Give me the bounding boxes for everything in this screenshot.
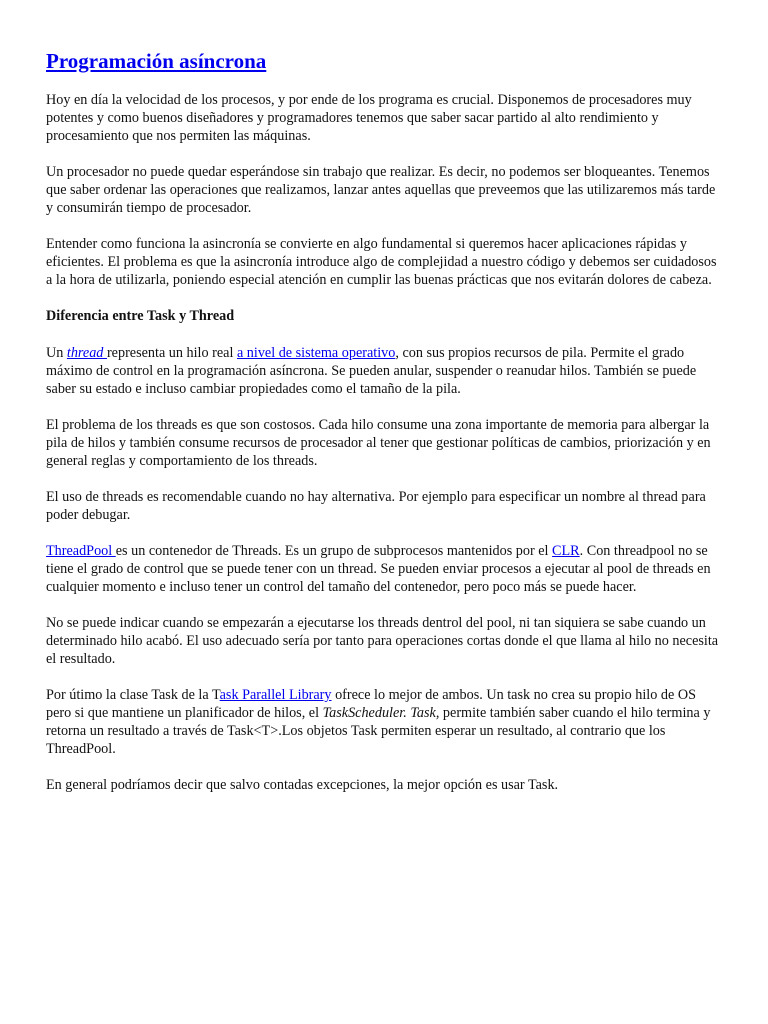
paragraph-intro: Hoy en día la velocidad de los procesos, y por ende de los programa es crucial. Disponemos de procesadores muy potentes y como buenos diseñadores y programadores tenemos que saber sacar partido al alto rendimiento y procesamiento que nos permiten las máquinas. <box>46 92 692 144</box>
paragraph-thread-cost: El problema de los threads es que son costosos. Cada hilo consume una zona importante de memoria para albergar la pila de hilos y también consume recursos de procesador al tener que gestionar políticas de cambios, priorización y en general reglas y comportamiento de los threads. <box>46 417 711 469</box>
text-span: es un contenedor de Threads. Es un grupo de subprocesos mantenidos por el <box>115 543 553 559</box>
threadpool-link[interactable]: ThreadPool <box>46 543 116 559</box>
text-span: Un <box>46 345 67 361</box>
page-title <box>46 47 722 75</box>
clr-link[interactable]: CLR <box>552 543 580 559</box>
paragraph-pool-limits: No se puede indicar cuando se empezarán a ejecutarse los threads dentrol del pool, ni tan siquiera se sabe cuando un determinado hilo acabó. El uso adecuado sería por tanto para operaciones cortas donde el que llama al hilo no necesita el resultado. <box>46 615 719 667</box>
task-parallel-library-link[interactable]: ask Parallel Library <box>219 687 332 703</box>
text-span: . Con threadpool no se tiene el grado de control que se puede tener con un thread. Se pueden enviar procesos a ejecutar al pool de threads en cualquier momento e incluso tener un control del tamaño del contenedor, pero poco más se puede hacer. <box>46 543 711 595</box>
article-body <box>46 47 722 812</box>
paragraph-threadpool <box>46 542 722 596</box>
text-span: permite también saber cuando el hilo termina y retorna un resultado a través de Task<T>.Los objetos Task permiten esperar un resultado, al contrario que los ThreadPool. <box>46 705 711 757</box>
paragraph-asynchrony: Entender como funciona la asincronía se convierte en algo fundamental si queremos hacer aplicaciones rápidas y eficientes. El problema es que la asincronía introduce algo de complejidad a nuestro código y debemos ser cuidadosos a la hora de utilizarla, poniendo especial atención en cumplir las buenas prácticas que nos evitarán dolores de cabeza. <box>46 236 717 288</box>
thread-link-text: thread <box>66 345 107 361</box>
text-span: , con sus propios recursos de pila. Permite el grado máximo de control en la programación asíncrona. Se pueden anular, suspender o reanudar hilos. También se puede saber su estado e incluso cambiar propiedades como el tamaño de la pila. <box>46 345 697 397</box>
paragraph-task <box>46 686 722 758</box>
paragraph-conclusion: En general podríamos decir que salvo contadas excepciones, la mejor opción es usar Task. <box>46 777 559 793</box>
os-level-link[interactable]: a nivel de sistema operativo <box>236 345 396 361</box>
paragraph-processor: Un procesador no puede quedar esperándose sin trabajo que realizar. Es decir, no podemos ser bloqueantes. Tenemos que saber ordenar las operaciones que realizamos, lanzar antes aquellas que preveemos que las utilizaremos más tarde y consumirán tiempo de procesador. <box>46 164 716 216</box>
paragraph-thread-usage: El uso de threads es recomendable cuando no hay alternativa. Por ejemplo para especificar un nombre al thread para poder debugar. <box>46 489 706 523</box>
title-link[interactable]: Programación asíncrona <box>46 49 267 73</box>
section-heading: Diferencia entre Task y Thread <box>46 308 235 324</box>
paragraph-thread <box>46 344 722 398</box>
task-scheduler-text: TaskScheduler. Task, <box>322 705 440 721</box>
text-span: Por útimo la clase Task de la T <box>46 687 220 703</box>
text-span: representa un hilo real <box>106 345 237 361</box>
thread-link[interactable] <box>67 345 107 361</box>
text-span: ofrece lo mejor de ambos. Un task no crea su propio hilo de OS pero si que mantiene un planificador de hilos, el <box>46 687 696 721</box>
